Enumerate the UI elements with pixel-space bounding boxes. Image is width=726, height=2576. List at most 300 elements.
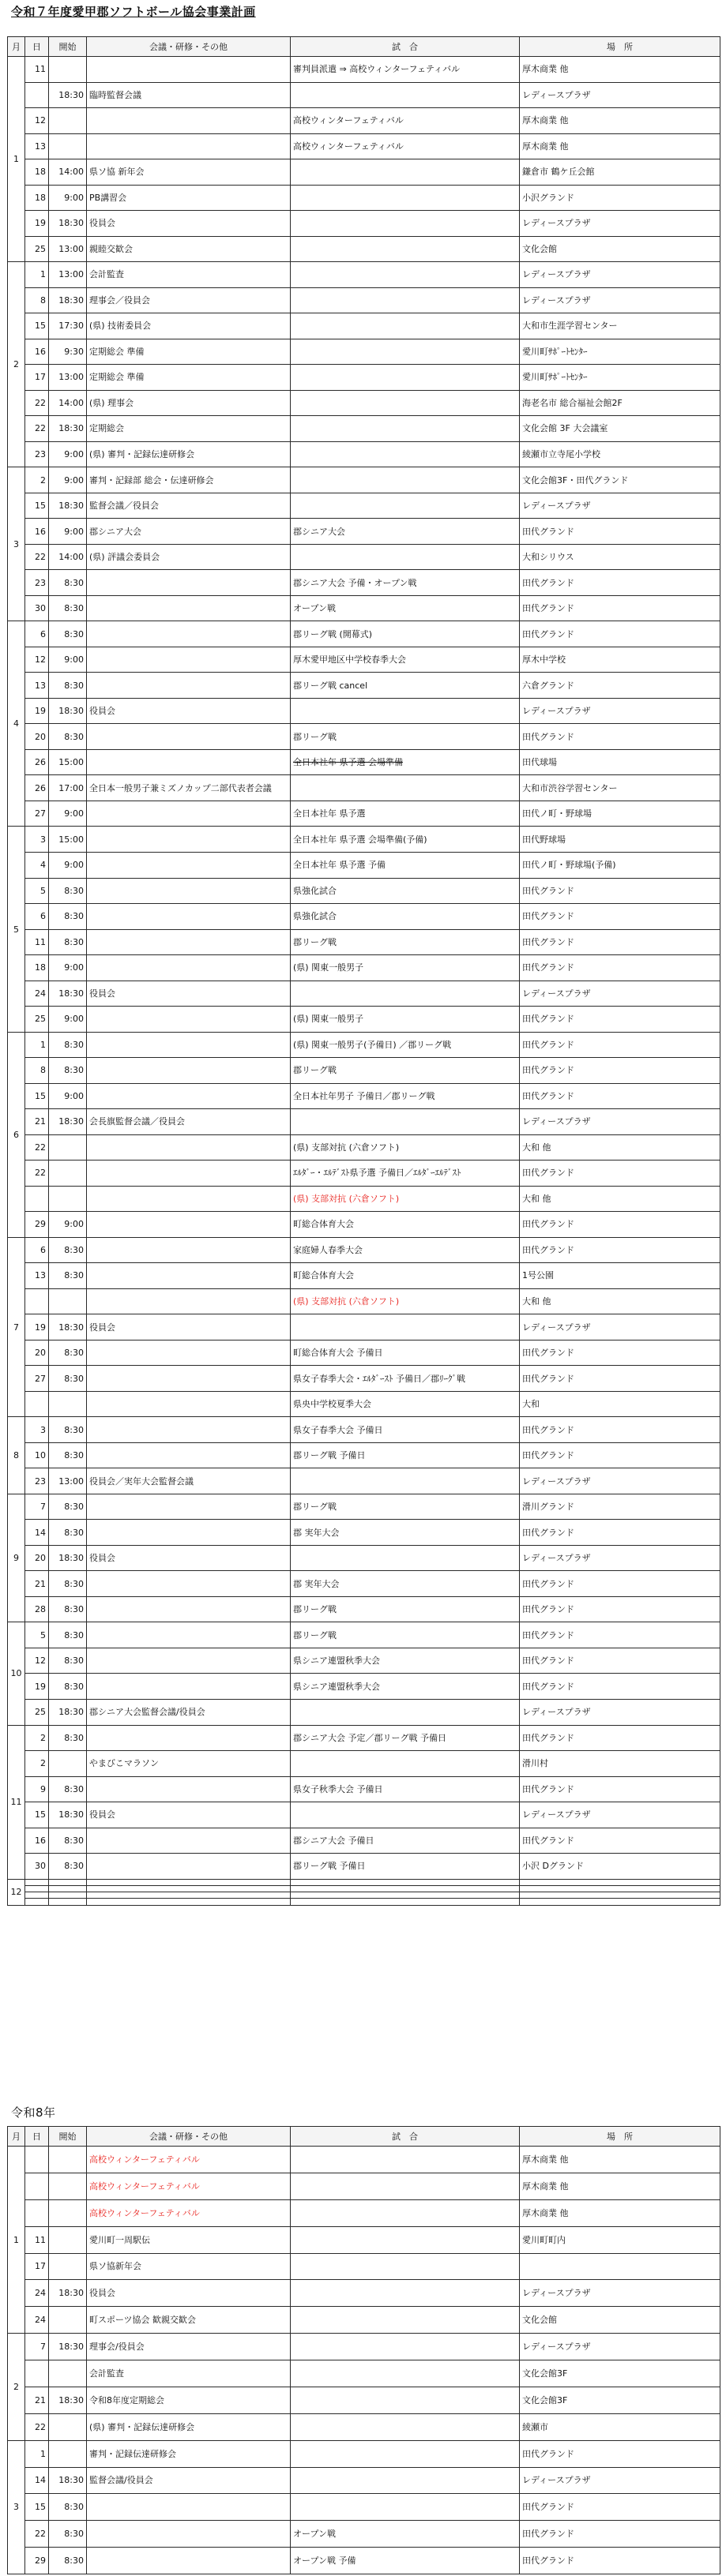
meeting-cell-text: 定期総会 <box>89 423 124 434</box>
start-time-cell <box>49 929 87 955</box>
start-time-cell <box>49 2360 87 2387</box>
match-cell <box>291 1776 520 1802</box>
day-cell <box>25 775 49 801</box>
start-time-cell <box>49 1288 87 1314</box>
venue-cell <box>520 827 720 853</box>
start-time-cell-text: 18:30 <box>58 988 84 999</box>
venue-cell-text: 田代ノ町・野球場(予備) <box>522 860 616 871</box>
day-cell <box>25 365 49 391</box>
match-cell <box>291 1751 520 1777</box>
venue-cell <box>520 108 720 134</box>
meeting-cell-text: 役員会／実年大会監督会議 <box>89 1475 194 1487</box>
start-time-cell-text: 8:30 <box>64 1527 84 1538</box>
venue-cell-text: レディースプラザ <box>522 1116 591 1127</box>
start-time-cell <box>49 2467 87 2494</box>
match-cell-text: (県) 支部対抗 (六倉ソフト) <box>293 1193 400 1204</box>
match-cell <box>291 1083 520 1109</box>
schedule-table-r7 <box>7 36 720 1906</box>
start-time-cell <box>49 2494 87 2521</box>
meeting-cell <box>87 1134 291 1161</box>
start-time-cell-text: 14:00 <box>58 397 84 408</box>
venue-cell <box>520 339 720 365</box>
match-cell <box>291 1648 520 1674</box>
table-row <box>8 1288 720 1314</box>
table-row <box>8 1058 720 1084</box>
match-cell-text: 全日本社年 県予選 予備 <box>293 860 386 871</box>
start-time-cell <box>49 390 87 416</box>
meeting-cell-text: 監督会議/役員会 <box>89 2475 153 2486</box>
match-cell <box>291 1545 520 1571</box>
day-cell <box>25 749 49 775</box>
match-cell-text: 高校ウィンターフェティバル <box>293 141 404 152</box>
day-cell <box>25 2387 49 2413</box>
venue-cell-text: レディースプラザ <box>522 2288 591 2299</box>
venue-cell <box>520 698 720 724</box>
table-row <box>8 108 720 134</box>
day-cell <box>25 493 49 519</box>
venue-cell <box>520 133 720 159</box>
meeting-cell-text: PB講習会 <box>89 192 127 203</box>
table-row <box>8 159 720 186</box>
table-row <box>8 2199 720 2226</box>
venue-cell <box>520 904 720 930</box>
match-cell-text: 郡シニア大会 予備・オープン戦 <box>293 577 417 588</box>
meeting-cell <box>87 1083 291 1109</box>
meeting-cell <box>87 1391 291 1417</box>
meeting-cell <box>87 1366 291 1392</box>
venue-cell <box>520 262 720 288</box>
meeting-cell-text: 会計監査 <box>89 269 124 280</box>
start-time-cell-text: 18:30 <box>58 2475 84 2486</box>
day-cell-text: 11 <box>35 2234 46 2245</box>
match-cell-text: 県女子春季大会 予備日 <box>293 1424 383 1435</box>
day-cell <box>25 519 49 545</box>
table-row <box>8 1885 720 1892</box>
match-cell <box>291 1263 520 1289</box>
day-cell-text: 18 <box>35 962 46 973</box>
day-cell <box>25 108 49 134</box>
day-cell <box>25 1828 49 1854</box>
match-cell <box>291 1468 520 1494</box>
meeting-cell <box>87 904 291 930</box>
month-cell: 6 <box>8 1032 25 1237</box>
start-time-cell <box>49 1885 87 1892</box>
venue-cell <box>520 724 720 750</box>
venue-cell-text: 田代グランド <box>522 603 574 614</box>
start-time-cell-text: 18:30 <box>58 1322 84 1333</box>
meeting-cell <box>87 2467 291 2494</box>
start-time-cell <box>49 2334 87 2360</box>
meeting-cell <box>87 57 291 83</box>
match-cell-text: 家庭婦人春季大会 <box>293 1244 363 1255</box>
meeting-cell <box>87 236 291 262</box>
day-cell <box>25 82 49 108</box>
day-cell <box>25 1391 49 1417</box>
start-time-cell <box>49 1520 87 1546</box>
match-cell <box>291 749 520 775</box>
table-row <box>8 2387 720 2413</box>
venue-cell-text: 小沢 Dグランド <box>522 1861 584 1872</box>
match-cell-text: 郡リーグ戦 予備日 <box>293 1861 366 1872</box>
day-cell-text: 19 <box>35 1322 46 1333</box>
day-cell-text: 20 <box>35 1553 46 1564</box>
meeting-cell <box>87 1263 291 1289</box>
day-cell-text: 7 <box>40 2342 46 2353</box>
meeting-cell <box>87 1494 291 1520</box>
match-cell <box>291 1109 520 1135</box>
table-row <box>8 2467 720 2494</box>
meeting-cell <box>87 1571 291 1597</box>
venue-cell <box>520 1442 720 1468</box>
venue-cell <box>520 1340 720 1366</box>
venue-cell <box>520 236 720 262</box>
venue-cell <box>520 1700 720 1726</box>
day-cell-text: 12 <box>35 654 46 666</box>
meeting-cell <box>87 1288 291 1314</box>
day-cell <box>25 2548 49 2574</box>
meeting-cell <box>87 647 291 673</box>
start-time-cell <box>49 1032 87 1058</box>
meeting-cell <box>87 493 291 519</box>
start-time-cell-text: 8:30 <box>64 1424 84 1435</box>
day-cell <box>25 878 49 904</box>
venue-cell <box>520 519 720 545</box>
day-cell-text: 4 <box>40 860 46 871</box>
venue-cell <box>520 2334 720 2360</box>
meeting-cell-text: 役員会 <box>89 1809 115 1820</box>
start-time-cell-text: 9:30 <box>64 346 84 357</box>
match-cell-text: 県シニア連盟秋季大会 <box>293 1655 380 1667</box>
start-time-cell <box>49 1892 87 1898</box>
venue-cell <box>520 2467 720 2494</box>
meeting-cell-text: 県ソ協新年会 <box>89 2261 141 2272</box>
day-cell-text: 6 <box>40 1244 46 1255</box>
match-cell <box>291 2467 520 2494</box>
start-time-cell <box>49 441 87 467</box>
day-cell <box>25 1898 49 1905</box>
venue-cell-text: 田代グランド <box>522 731 574 742</box>
match-cell-text: 全日本社年 県予選 会場準備 <box>293 757 403 768</box>
start-time-cell <box>49 1854 87 1880</box>
day-cell-text: 19 <box>35 706 46 717</box>
venue-cell-text: 田代グランド <box>522 1732 574 1743</box>
meeting-cell <box>87 852 291 878</box>
meeting-cell-text: 役員会 <box>89 2288 115 2299</box>
meeting-cell <box>87 1442 291 1468</box>
table-row <box>8 2307 720 2334</box>
table-row <box>8 647 720 673</box>
venue-cell-text: 海老名市 総合福祉会館2F <box>522 397 623 408</box>
day-cell <box>25 1083 49 1109</box>
day-cell-text: 7 <box>40 1502 46 1513</box>
start-time-cell-text: 8:30 <box>64 1450 84 1461</box>
day-cell-text: 24 <box>35 2315 46 2326</box>
meeting-cell <box>87 1161 291 1187</box>
match-cell-text: 町総合体育大会 <box>293 1270 354 1281</box>
table-row <box>8 852 720 878</box>
venue-cell-text: 愛川町町内 <box>522 2234 566 2245</box>
day-cell <box>25 2280 49 2307</box>
start-time-cell-text: 8:30 <box>64 628 84 639</box>
start-time-cell-text: 8:30 <box>64 2502 84 2513</box>
day-cell-text: 27 <box>35 1373 46 1384</box>
table-row <box>8 544 720 570</box>
table-row <box>8 1391 720 1417</box>
month-cell: 5 <box>8 827 25 1032</box>
start-time-cell-text: 8:30 <box>64 1681 84 1692</box>
meeting-cell-text: (県) 理事会 <box>89 397 134 408</box>
start-time-cell-text: 8:30 <box>64 1861 84 1872</box>
day-cell-text: 9 <box>40 1783 46 1794</box>
match-cell <box>291 2226 520 2253</box>
day-cell <box>25 827 49 853</box>
match-cell <box>291 2173 520 2199</box>
meeting-cell-text: 全日本一般男子兼ミズノカップ二部代表者会議 <box>89 782 272 793</box>
month-cell: 1 <box>8 57 25 262</box>
start-time-cell <box>49 262 87 288</box>
start-time-cell-text: 13:00 <box>58 269 84 280</box>
meeting-cell <box>87 1879 291 1885</box>
match-cell-text: ｴﾙﾀﾞｰ・ｴﾙﾃﾞｽﾄ県予選 予備日／ｴﾙﾀﾞｰｴﾙﾃﾞｽﾄ <box>293 1168 461 1179</box>
day-cell-text: 6 <box>40 911 46 922</box>
start-time-cell-text: 9:00 <box>64 654 84 666</box>
meeting-cell-text: 役員会 <box>89 988 115 999</box>
venue-cell <box>520 544 720 570</box>
venue-cell <box>520 2173 720 2199</box>
venue-cell-text: 大和市生涯学習センター <box>522 321 618 332</box>
match-cell <box>291 1032 520 1058</box>
table-row <box>8 2334 720 2360</box>
table-row <box>8 1263 720 1289</box>
day-cell-text: 23 <box>35 577 46 588</box>
table-row <box>8 2280 720 2307</box>
table-row <box>8 2226 720 2253</box>
day-cell-text: 6 <box>40 628 46 639</box>
match-cell <box>291 2360 520 2387</box>
start-time-cell-text: 9:00 <box>64 962 84 973</box>
meeting-cell-text: (県) 審判・記録伝達研修会 <box>89 448 195 459</box>
day-cell-text: 22 <box>35 1168 46 1179</box>
venue-cell-text: 田代グランド <box>522 1090 574 1101</box>
venue-cell <box>520 1494 720 1520</box>
venue-cell <box>520 1212 720 1238</box>
month-cell: 11 <box>8 1725 25 1879</box>
day-cell <box>25 1161 49 1187</box>
start-time-cell-text: 9:00 <box>64 1219 84 1230</box>
venue-cell-text: 文化会館 3F 大会議室 <box>522 423 608 434</box>
day-cell <box>25 1892 49 1898</box>
meeting-cell <box>87 1468 291 1494</box>
meeting-cell <box>87 2494 291 2521</box>
table-row <box>8 955 720 981</box>
start-time-cell <box>49 2253 87 2280</box>
header-match: 試 合 <box>291 2127 520 2147</box>
day-cell <box>25 1700 49 1726</box>
meeting-cell-text: 愛川町一周駅伝 <box>89 2234 150 2245</box>
venue-cell-text: 田代グランド <box>522 1424 574 1435</box>
start-time-cell <box>49 2280 87 2307</box>
venue-cell <box>520 2147 720 2173</box>
venue-cell-text: 田代グランド <box>522 1244 574 1255</box>
venue-cell <box>520 390 720 416</box>
start-time-cell <box>49 313 87 339</box>
venue-cell-text: 1号公園 <box>522 1270 554 1281</box>
venue-cell-text: 滑川グランド <box>522 1502 574 1513</box>
match-cell-text: 全日本社年 県予選 <box>293 808 366 819</box>
start-time-cell-text: 8:30 <box>64 936 84 947</box>
meeting-cell <box>87 698 291 724</box>
meeting-cell <box>87 287 291 313</box>
match-cell <box>291 2334 520 2360</box>
match-cell-text: 郡 実年大会 <box>293 1527 340 1538</box>
table-row <box>8 1802 720 1828</box>
day-cell-text: 1 <box>40 2448 46 2459</box>
match-cell <box>291 108 520 134</box>
venue-cell-text: レディースプラザ <box>522 1809 591 1820</box>
match-cell <box>291 1854 520 1880</box>
match-cell <box>291 57 520 83</box>
match-cell-text: 県シニア連盟秋季大会 <box>293 1681 380 1692</box>
day-cell-text: 12 <box>35 1655 46 1667</box>
match-cell <box>291 2307 520 2334</box>
venue-cell <box>520 1776 720 1802</box>
day-cell <box>25 1879 49 1885</box>
day-cell <box>25 1571 49 1597</box>
day-cell-text: 16 <box>35 526 46 537</box>
venue-cell <box>520 1596 720 1622</box>
day-cell-text: 20 <box>35 731 46 742</box>
meeting-cell-text: 県ソ協 新年会 <box>89 167 145 178</box>
match-cell <box>291 1802 520 1828</box>
venue-cell-text: 田代グランド <box>522 2502 574 2513</box>
meeting-cell <box>87 2307 291 2334</box>
day-cell <box>25 2494 49 2521</box>
match-cell <box>291 801 520 827</box>
day-cell <box>25 1520 49 1546</box>
meeting-cell <box>87 2226 291 2253</box>
table-row <box>8 1468 720 1494</box>
day-cell-text: 24 <box>35 988 46 999</box>
meeting-cell <box>87 1802 291 1828</box>
meeting-cell <box>87 827 291 853</box>
start-time-cell <box>49 2521 87 2548</box>
match-cell <box>291 1571 520 1597</box>
start-time-cell-text: 13:00 <box>58 372 84 383</box>
day-cell-text: 26 <box>35 757 46 768</box>
table-row <box>8 981 720 1007</box>
venue-cell <box>520 801 720 827</box>
venue-cell-text: レディースプラザ <box>522 294 591 306</box>
start-time-cell <box>49 1879 87 1885</box>
venue-cell-text: 大和 他 <box>522 1193 551 1204</box>
month-cell: 3 <box>8 2440 25 2574</box>
venue-cell <box>520 1674 720 1700</box>
day-cell-text: 11 <box>35 936 46 947</box>
table-row <box>8 1161 720 1187</box>
start-time-cell-text: 15:00 <box>58 834 84 845</box>
day-cell-text: 15 <box>35 321 46 332</box>
venue-cell <box>520 1622 720 1648</box>
month-cell: 10 <box>8 1622 25 1725</box>
meeting-cell <box>87 2548 291 2574</box>
meeting-cell <box>87 544 291 570</box>
match-cell-text: オープン戦 <box>293 2529 337 2540</box>
day-cell-text: 5 <box>40 1629 46 1640</box>
meeting-cell <box>87 1725 291 1751</box>
section-title-r8: 令和8年 <box>11 2105 56 2120</box>
venue-cell <box>520 1134 720 1161</box>
header-start: 開始 <box>49 37 87 57</box>
day-cell-text: 30 <box>35 1861 46 1872</box>
start-time-cell-text: 9:00 <box>64 526 84 537</box>
meeting-cell <box>87 1186 291 1212</box>
match-cell <box>291 313 520 339</box>
start-time-cell <box>49 1237 87 1263</box>
venue-cell <box>520 1879 720 1885</box>
start-time-cell-text: 8:30 <box>64 885 84 896</box>
venue-cell-text: 田代グランド <box>522 1655 574 1667</box>
venue-cell-text: レディースプラザ <box>522 1707 591 1718</box>
day-cell <box>25 133 49 159</box>
month-cell: 8 <box>8 1417 25 1494</box>
start-time-cell-text: 18:30 <box>58 2288 84 2299</box>
venue-cell-text: 厚木商業 他 <box>522 2180 569 2192</box>
day-cell-text: 12 <box>35 115 46 126</box>
day-cell <box>25 2253 49 2280</box>
day-cell <box>25 955 49 981</box>
start-time-cell <box>49 416 87 442</box>
meeting-cell-text: 高校ウィンターフェティバル <box>89 2180 200 2192</box>
day-cell <box>25 339 49 365</box>
day-cell-text: 25 <box>35 243 46 254</box>
venue-cell <box>520 1885 720 1892</box>
venue-cell <box>520 929 720 955</box>
match-cell-text: 全日本社年 県予選 会場準備(予備) <box>293 834 427 845</box>
match-cell <box>291 339 520 365</box>
match-cell-text: 郡リーグ戦 <box>293 731 337 742</box>
venue-cell <box>520 647 720 673</box>
day-cell-text: 13 <box>35 1270 46 1281</box>
meeting-cell <box>87 1058 291 1084</box>
day-cell <box>25 647 49 673</box>
start-time-cell-text: 8:30 <box>64 1502 84 1513</box>
table-row <box>8 467 720 493</box>
schedule-table-r8 <box>7 2126 720 2574</box>
meeting-cell <box>87 1237 291 1263</box>
start-time-cell <box>49 339 87 365</box>
meeting-cell <box>87 1776 291 1802</box>
venue-cell-text: 滑川村 <box>522 1758 548 1769</box>
match-cell <box>291 1340 520 1366</box>
start-time-cell-text: 9:00 <box>64 808 84 819</box>
table-row <box>8 2360 720 2387</box>
meeting-cell <box>87 673 291 699</box>
venue-cell-text: 小沢グランド <box>522 192 574 203</box>
day-cell <box>25 1134 49 1161</box>
venue-cell-text: 田代グランド <box>522 1450 574 1461</box>
match-cell <box>291 1314 520 1340</box>
venue-cell-text: 大和 他 <box>522 1142 551 1153</box>
month-cell: 4 <box>8 621 25 827</box>
start-time-cell <box>49 647 87 673</box>
meeting-cell-text: 会長旗監督会議／役員会 <box>89 1116 185 1127</box>
start-time-cell <box>49 1442 87 1468</box>
table-row <box>8 441 720 467</box>
day-cell <box>25 1674 49 1700</box>
meeting-cell <box>87 2387 291 2413</box>
match-cell <box>291 929 520 955</box>
meeting-cell <box>87 441 291 467</box>
